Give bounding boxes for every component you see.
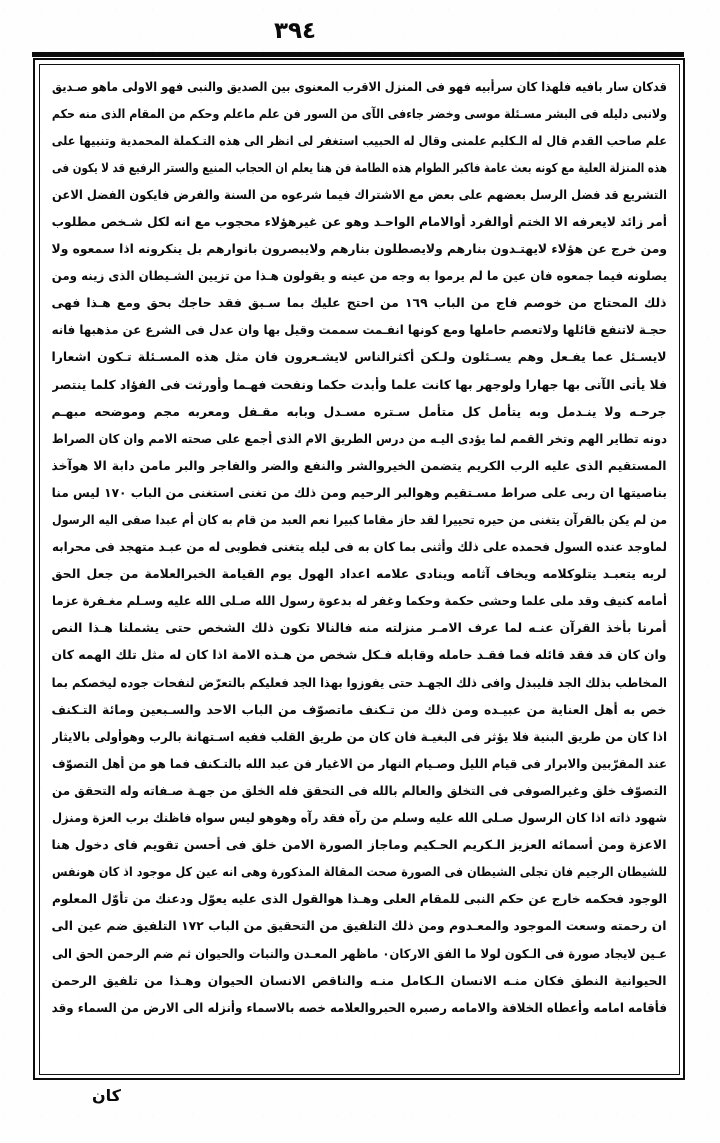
text-line: أمر زائد لايعرفه الا الختم أوالفرد أوالامام الواحـد وهو عن غيرهؤلاء محجوب مع انه لكل شـخص مطلوب (51, 213, 667, 229)
text-line: الاعزة ومن أسمائه العزيز الـكريم الحـكيم وماجاز الصورة الامن خلق فى أحسن تقويم فاى دخول هنا (51, 837, 667, 853)
text-frame-inner (39, 64, 680, 1075)
text-line: أمرنا بأخذ القرآن عنـه لما عرف الامـر منزلته منه فالنالا تكون ذلك الشخص حتى يشملنا هـذا النص (51, 620, 667, 636)
text-line: ان رحمته وسعت الموجود والمعـدوم ومن ذلك التلفيق من التحقيق من الباب ١٧٢ التلفيق ضم عين الى (51, 918, 667, 934)
text-line: علم صاحب القدم قال له الـكليم علمنى وقال له الحبيب استغفر لى انظر الى هذه التـكملة المحمدية وتنبيها على (51, 132, 667, 148)
text-line: اذا كان من طريق البنية فلا يؤثر فى البغيـة فان كان من طريق القلب ففيه اسـتهانة بالرب وهوأولى بالايثار (51, 728, 667, 744)
text-line: خص به أهل العناية من عبيـده ومن ذلك من تـكنف ماتصوّف من الباب الاحد والسـبعين ومائة التـكنف (51, 701, 667, 717)
text-line: الوجود فحكمه خارج عن حكم النبى للمقام العلى وهـذا هوالقول الذى عليه يعوّل ودعنك من تأوّل المعلوم (51, 891, 667, 907)
text-line: هذه المنزلة العلية مع كونه بعث عامة فاكبر الطوام هذه الطامة فن هنا يعلم ان الحجاب المنيع والستر الرفيع قد لا يكون فى (51, 159, 667, 175)
text-line: عـين لايجاد صورة فى الـكون لولا ما الفق الاركان٠ ماظهر المعـدن والنبات والحيوان ثم ضم الرحمن الحق الى (51, 945, 667, 961)
text-line: للشيطان الرجيم فان تجلى الشيطان فى الصورة صحت المقالة المذكورة وهى انه عين كل موجود اذ كان هونفس (51, 864, 667, 880)
text-line: التشريع قد فضل الرسل بعضهم على بعض مع الاشتراك فيما شرعوه من السنة والفرض فايكون الفضل الاعن (51, 186, 667, 202)
text-line: الحيوانية النطق فكان منـه الانسان الـكامل منـه والناقص الانسان الحيوان وهـذا من تلفيق الرحمن (51, 972, 667, 988)
text-line: من لم يكن بالقرآن يتغنى من حيره تحييرا لقد حاز مقاما كبيرا نعم العبد من قام به كان أم عبدا صفى اليه الرسول (51, 512, 667, 527)
text-line: لماوجد عنده السول فحمده على ذلك وأثنى بما كان به فى ليله يتغنى فطوبى له من عبـد متهجد فى محرابه (51, 539, 667, 555)
text-line: ولانبى دليله فى البشر مسـئلة موسى وخضر جاءفى الآى من السور فن علم ماعلم وحكم من المقام الذى منه حكم (51, 105, 667, 121)
page-number: ٣٩٤ (273, 18, 317, 44)
text-line: وان كان قد فقد قائله فما فقـد حامله وقابله فـكل شخص من هـذه الامة اذا كان له مثل تلك الهمه كان (51, 647, 667, 663)
folio-number-container (0, 18, 720, 44)
text-line: المخاطب بذلك الجد فليبذل وافى ذلك الجهـد حتى يفوزوا بهذا الجد فعليكم بالتعرّض لنفحات جوده ليخصكم بما (51, 674, 667, 690)
body-text-block (52, 73, 667, 1068)
text-line: أمامه كنيف وقد ملى علما وحشى حكمة وحكما وغفر له بدعوة رسول الله صـلى الله عليه وسـلم مغـفرة عزما (51, 593, 667, 609)
text-line: لربه يتعبـد يتلوكلامه ويخاف آثامه وينادى علامه اعداد الهول يوم القيامة الخبرالعلامة من جعل الحق (51, 566, 667, 582)
text-line: دونه تطاير الهم وتخر القمم لما يؤدى اليـه من درس الطريق الام الذى أجمع على صحته الامم وان كان الصراط (51, 430, 667, 446)
text-line: شهود ذاته اذا كان الرسول صـلى الله عليه وسلم من رآه فقد رآه وهوهو ليس سواه فاظنك برب العزة ومنزل (51, 810, 667, 826)
text-line: فأقامه امامه وأعطاه الخلافة والامامه رصبره الحبروالعلامه خصه بالاسماء وأنزله الى الارض من السماء وقد (51, 999, 667, 1015)
catchword: كان (92, 1086, 121, 1105)
text-line: ومن خرج عن هؤلاء لايهتـدون بنارهم ولايصطلون بنارهم ولايبصرون بانوارهم بل ينكرونه اذا سمعوه ولا (51, 241, 667, 257)
text-line: لايسـئل عما يفـعل وهم يسـئلون ولـكن أكثرالناس لايشـعرون فان مثل هذه المسـئلة تـكون اشعارا (51, 349, 667, 365)
text-line: قدكان سار بافيه فلهذا كان سرأبيه فهو فى المنزل الاقرب المعنوى بين الصديق والنبى فهو الاولى ماهو صـديق (51, 78, 667, 94)
text-line: بناصيتها ان ربى على صراط مسـتقيم وهوالبر الرحيم ومن ذلك من تغنى استغنى من الباب ١٧٠ ليس منا (51, 484, 667, 500)
text-line: حجـة لاتنفع قائلها ولاتعصم حاملها ومع كونها انفـمت سممت وقيل بها وان عدل فى الشرع عن مذهبها فانه (51, 322, 667, 338)
text-frame-outer (33, 58, 685, 1080)
text-line: عند المقرّبين والابرار فى قيام الليل وصـيام النهار من الاغيار فن عبد الله بالتـكنف فما هو من أهل التصوّف (51, 755, 667, 771)
text-line: جرحـه ولا ينـدمل وبه يتأمل كل متأمل سـتره مسـدل وبابه مقـفل ومعربه مجم وموضحه مبهـم (51, 403, 667, 419)
text-line: فلا يأتى الآتى بها جهارا ولوجهر بها كانت علما وأبدت حكما ونفحت فهـما وأورثت فى الفؤاد كلما ينتصر (51, 376, 667, 392)
text-line: يصلونه فيما جمعوه فان عين ما لم يرموا به وجه من عينه و يقولون هـذا من تزيين الشـيطان الذى زينه ومن (51, 268, 667, 284)
text-line: التصوّف خلق وغيرالصوفى فى التخلق والعالم بالله فى التحقق فله الخلق من جهـة صـفاته وله التحقق من (51, 782, 667, 798)
text-line: ذلك المحتاج من خوصم فاج من الباب ١٦٩ من احتج عليك بما سـبق فقد حاجك بحق ومع هـذا فهى (51, 295, 667, 311)
text-line: المستقيم الذى عليه الرب الكريم يتضمن الخيروالشر والنفع والضر والفاجر والبر مامن دابة الا هوآخذ (51, 457, 667, 473)
